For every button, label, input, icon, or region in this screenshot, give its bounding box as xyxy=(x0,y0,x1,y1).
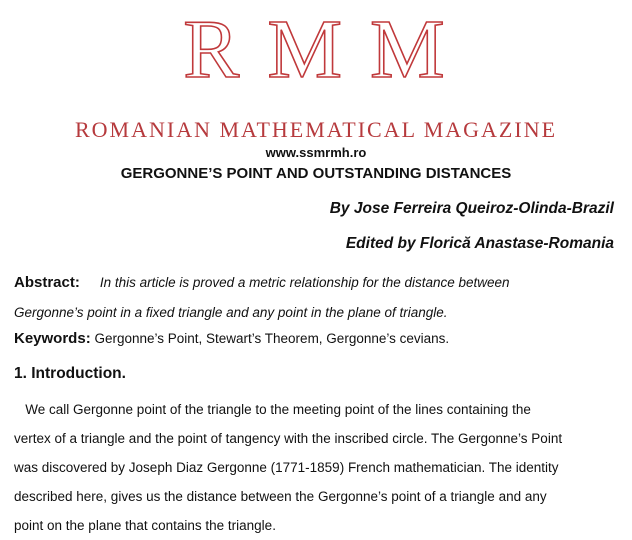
paragraph-line: described here, gives us the distance between the Gergonne’s point of a triangle and any xyxy=(14,489,547,504)
introduction-body xyxy=(14,395,618,540)
paragraph-line: was discovered by Joseph Diaz Gergonne (1771-1859) French mathematician. The identity xyxy=(14,460,559,475)
section-heading: 1. Introduction. xyxy=(14,365,126,382)
paragraph-line: point on the plane that contains the triangle. xyxy=(14,518,276,533)
abstract xyxy=(14,268,614,328)
keywords xyxy=(14,330,614,347)
website-url[interactable]: www.ssmrmh.ro xyxy=(265,145,367,160)
abstract-label: Abstract: xyxy=(14,274,80,291)
abstract-line xyxy=(14,268,614,298)
paragraph-line: vertex of a triangle and the point of tangency with the inscribed circle. The Gergonne’s Point xyxy=(14,431,563,446)
keywords-label: Keywords: xyxy=(14,330,91,347)
magazine-name: ROMANIAN MATHEMATICAL MAGAZINE xyxy=(74,117,558,142)
author-line: By Jose Ferreira Queiroz-Olinda-Brazil xyxy=(329,200,614,217)
editor-line: Edited by Florică Anastase-Romania xyxy=(345,235,614,252)
rmm-logo: RMM xyxy=(183,3,473,96)
abstract-text: Gergonne’s point in a fixed triangle and any point in the plane of triangle. xyxy=(14,305,448,320)
article-title: GERGONNE’S POINT AND OUTSTANDING DISTANCES xyxy=(120,165,512,182)
paragraph-line: We call Gergonne point of the triangle to the meeting point of the lines containing the xyxy=(14,402,531,417)
abstract-text: In this article is proved a metric relationship for the distance between xyxy=(99,275,510,290)
keywords-text: Gergonne’s Point, Stewart’s Theorem, Gergonne’s cevians. xyxy=(90,331,450,346)
